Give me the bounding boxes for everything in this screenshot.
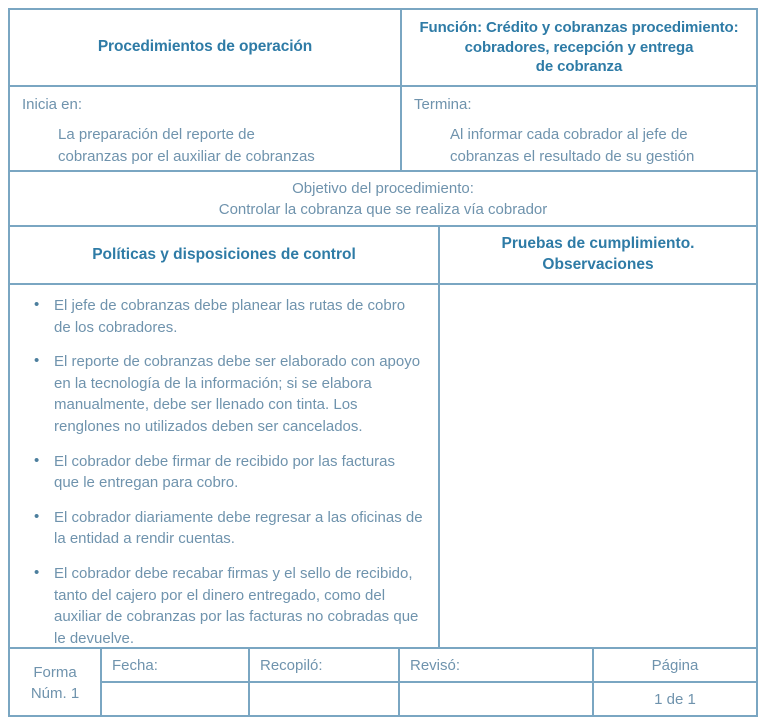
form-number-cell [10,649,102,717]
observations-cell [440,285,756,647]
end-label: Termina: [414,96,472,113]
recopilo-label-row [250,649,398,683]
start-value [22,124,388,168]
column-headers-row [10,227,756,285]
function-title-cell [402,10,756,85]
fecha-value-row[interactable] [102,683,248,715]
procedure-title-cell [10,10,402,85]
pagina-label-row [594,649,756,683]
policies-column-header: Políticas y disposiciones de control [92,245,356,263]
procedure-form-sheet [8,8,758,717]
fecha-label-row [102,649,248,683]
end-value-line-1: Al informar cada cobrador al jefe de [450,125,688,143]
end-value-line-2: cobranzas el resultado de su gestión [450,147,695,165]
start-cell [10,87,402,170]
fecha-label: Fecha: [112,656,158,674]
reviso-cell [400,649,594,717]
policies-list [24,295,424,649]
pagina-value: 1 de 1 [654,690,696,708]
reviso-label-row [400,649,592,683]
end-value [414,124,744,168]
function-title [419,18,738,77]
pagina-cell [594,649,756,717]
pagina-label: Página [651,656,699,674]
function-title-line-3: de cobranza [535,58,623,76]
function-title-line-2: cobradores, recepción y entrega [464,38,694,56]
footer-row [10,649,756,717]
list-item: • El jefe de cobranzas debe planear las rutas de cobro de los cobradores. [24,295,424,338]
start-value-line-2: cobranzas por el auxiliar de cobranzas [58,147,315,165]
policies-cell [10,285,440,647]
start-label: Inicia en: [22,96,83,113]
list-item: • El reporte de cobranzas debe ser elaborado con apoyo en la tecnología de la información; si se elabora manualmente, debe ser llenado con tinta. Los renglones no utilizados deben ser cancelados. [24,351,424,437]
reviso-value-row[interactable] [400,683,592,715]
observations-column-header [502,234,695,276]
list-item: • El cobrador debe firmar de recibido por las facturas que le entregan para cobro. [24,451,424,494]
recopilo-label: Recopiló: [260,656,323,674]
body-row [10,285,756,649]
objective-row [10,172,756,227]
observations-column-header-line-1: Pruebas de cumplimiento. [501,235,695,253]
form-number-line-2: Núm. 1 [30,685,80,702]
recopilo-cell [250,649,400,717]
recopilo-value-row[interactable] [250,683,398,715]
list-item: • El cobrador diariamente debe regresar a las oficinas de la entidad a rendir cuentas. [24,507,424,550]
objective-label: Objetivo del procedimiento: [292,180,474,197]
list-item: • El cobrador debe recabar firmas y el sello de recibido, tanto del cajero por el dinero entregado, como del auxiliar de cobranzas por las facturas no cobradas que le devuelve. [24,563,424,649]
objective-value: Controlar la cobranza que se realiza vía cobrador [218,201,548,219]
form-number-line-1: Forma [33,663,77,681]
reviso-label: Revisó: [410,656,461,674]
title-row [10,10,756,87]
procedure-title: Procedimientos de operación [97,38,313,56]
function-title-line-1: Función: Crédito y cobranzas procedimiento: [419,18,739,36]
fecha-cell [102,649,250,717]
start-end-row [10,87,756,172]
start-value-line-1: La preparación del reporte de [58,125,255,143]
pagina-value-row [594,683,756,715]
observations-column-header-line-2: Observaciones [542,256,654,273]
observations-column-header-cell [440,227,756,283]
end-cell [402,87,756,170]
policies-column-header-cell [10,227,440,283]
